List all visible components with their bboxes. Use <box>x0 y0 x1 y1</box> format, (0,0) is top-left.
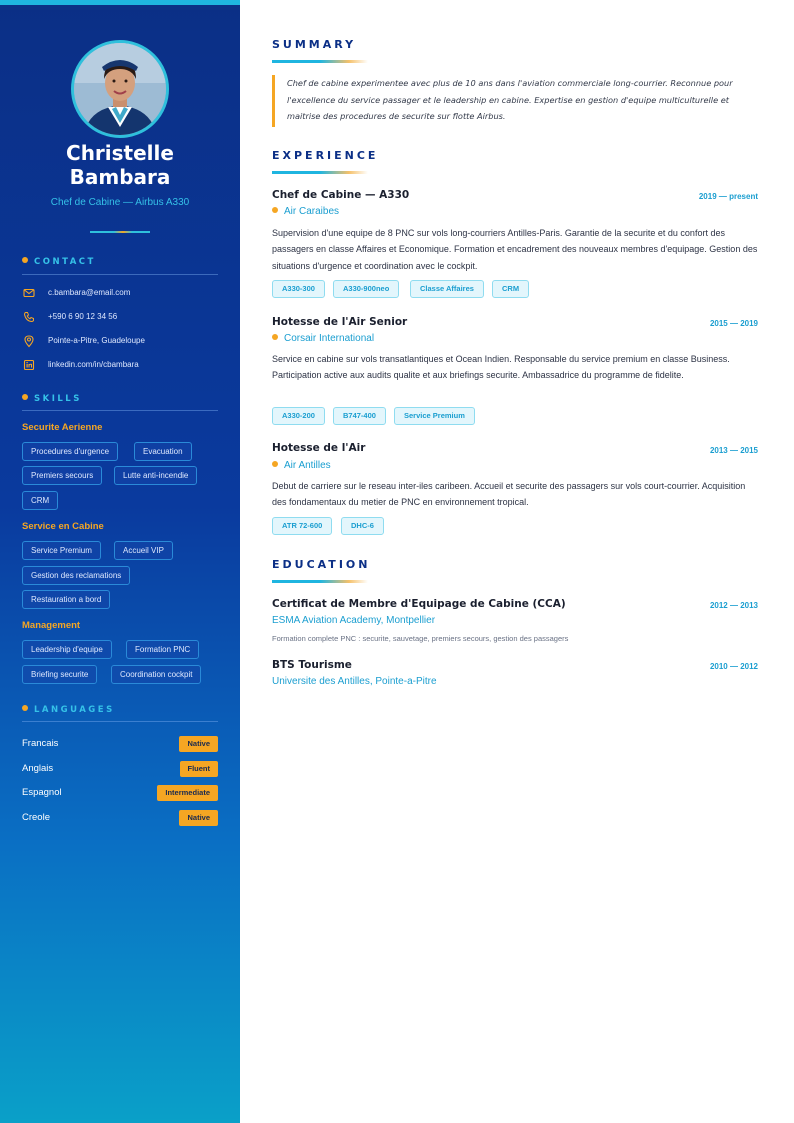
job-tag: Classe Affaires <box>410 280 484 298</box>
language-name: Creole <box>22 812 50 823</box>
education-section-title: EDUCATION <box>272 558 371 571</box>
job-description: Debut de carriere sur le reseau inter-iles caribeen. Accueil et securite des passagers sur vols court-courrier. Acquisition des fondamentaux du metier de PNC en environnement tropical. <box>272 481 746 508</box>
language-level-badge: Native <box>179 736 218 752</box>
section-dot-icon <box>22 705 28 711</box>
skill-tag: Premiers secours <box>22 466 102 485</box>
contact-email[interactable] <box>22 286 222 300</box>
job-company-text: Air Antilles <box>284 460 331 471</box>
job-dates: 2019 — present <box>698 192 758 201</box>
education-title: BTS Tourisme <box>272 659 352 671</box>
profile-name <box>0 141 240 189</box>
contact-title-text: CONTACT <box>34 257 96 267</box>
job-dates: 2013 — 2015 <box>709 446 758 455</box>
profile-name-last: Bambara <box>69 165 171 189</box>
education-note: Formation complete PNC : securite, sauvetage, premiers secours, gestion des passagers <box>272 634 569 643</box>
job-company <box>272 206 339 217</box>
language-level-badge: Native <box>179 810 218 826</box>
skill-tag: Formation PNC <box>126 640 199 659</box>
avatar <box>71 40 169 138</box>
location-pin-icon <box>22 334 36 348</box>
job-title: Hotesse de l'Air <box>272 442 366 454</box>
job-company <box>272 333 374 344</box>
experience-title-underline <box>272 171 368 174</box>
job-tag: Service Premium <box>394 407 475 425</box>
skill-group-title: Management <box>22 620 81 631</box>
sidebar-top-accent-bar <box>0 0 240 5</box>
skill-tag: Coordination cockpit <box>111 665 201 684</box>
job-tag: A330-300 <box>272 280 325 298</box>
section-dot-icon <box>22 257 28 263</box>
skill-tag: Leadership d'equipe <box>22 640 112 659</box>
contact-phone[interactable] <box>22 310 222 324</box>
languages-divider <box>22 721 218 722</box>
language-row <box>22 785 218 801</box>
skill-group-title: Securite Aerienne <box>22 422 103 433</box>
skill-tag: Procedures d'urgence <box>22 442 118 461</box>
language-row <box>22 736 218 752</box>
name-underline-divider <box>90 231 150 233</box>
summary-section-title: SUMMARY <box>272 38 357 51</box>
skill-tag: Service Premium <box>22 541 101 560</box>
profile-role: Chef de Cabine — Airbus A330 <box>50 197 190 208</box>
job-company-text: Corsair International <box>284 333 375 344</box>
job-title: Chef de Cabine — A330 <box>272 189 410 201</box>
skill-tag: Restauration a bord <box>22 590 110 609</box>
skill-tag: Gestion des reclamations <box>22 566 130 585</box>
skill-tag: Lutte anti-incendie <box>114 466 197 485</box>
contact-email-text: c.bambara@email.com <box>48 288 131 297</box>
avatar-portrait-image <box>74 43 166 135</box>
contact-linkedin-text: linkedin.com/in/cbambara <box>48 360 139 369</box>
profile-name-first: Christelle <box>66 141 174 165</box>
job-tag: A330-900neo <box>333 280 399 298</box>
mail-icon <box>22 286 36 300</box>
job-title: Hotesse de l'Air Senior <box>272 316 408 328</box>
skills-divider <box>22 410 218 411</box>
contact-linkedin[interactable] <box>22 358 222 372</box>
languages-section-title <box>22 705 218 719</box>
education-school: Universite des Antilles, Pointe-a-Pitre <box>272 676 437 687</box>
skill-group-title: Service en Cabine <box>22 521 104 532</box>
language-name: Espagnol <box>22 787 62 798</box>
company-bullet-icon <box>272 461 278 467</box>
company-bullet-icon <box>272 207 278 213</box>
language-level-badge: Intermediate <box>157 785 218 801</box>
education-dates: 2010 — 2012 <box>709 662 758 671</box>
language-level-badge: Fluent <box>180 761 219 777</box>
contact-location <box>22 334 222 348</box>
education-dates: 2012 — 2013 <box>709 601 758 610</box>
job-tag: B747-400 <box>333 407 386 425</box>
job-description: Supervision d'une equipe de 8 PNC sur vols long-courriers Antilles-Paris. Garantie de la securite et du confort des passagers en classe Affaires et Economique. Formation et encadrement des nouveaux membres d'equipage. Gestion des situations d'urgence et coordination avec le cockpit. <box>272 228 758 271</box>
skill-tag: Briefing securite <box>22 665 97 684</box>
skills-section-title <box>22 394 218 408</box>
sidebar <box>0 0 240 1123</box>
contact-section-title <box>22 257 218 271</box>
contact-divider <box>22 274 218 275</box>
education-title-underline <box>272 580 368 583</box>
job-dates: 2015 — 2019 <box>709 319 758 328</box>
summary-title-underline <box>272 60 368 63</box>
contact-location-text: Pointe-a-Pitre, Guadeloupe <box>48 336 145 345</box>
skill-tag: CRM <box>22 491 58 510</box>
skills-title-text: SKILLS <box>34 394 82 404</box>
job-tag: DHC-6 <box>341 517 384 535</box>
company-bullet-icon <box>272 334 278 340</box>
experience-section-title: EXPERIENCE <box>272 149 379 162</box>
job-company-text: Air Caraibes <box>284 206 340 217</box>
job-tag: ATR 72-600 <box>272 517 332 535</box>
job-tag: A330-200 <box>272 407 325 425</box>
skill-tag: Accueil VIP <box>114 541 173 560</box>
education-title: Certificat de Membre d'Equipage de Cabine (CCA) <box>272 598 566 610</box>
languages-title-text: LANGUAGES <box>34 705 115 715</box>
language-row <box>22 761 218 777</box>
contact-phone-text: +590 6 90 12 34 56 <box>48 312 118 321</box>
summary-text: Chef de cabine experimentee avec plus de 10 ans dans l'aviation commerciale long-courrier. Reconnue pour l'excellence du service passager et le leadership en cabine. Expertise en gestion d'equipe multiculturelle et maitrise des procedures de securite sur flotte Airbus. <box>287 78 733 121</box>
language-name: Anglais <box>22 763 54 774</box>
phone-icon <box>22 310 36 324</box>
section-dot-icon <box>22 394 28 400</box>
summary-box <box>272 75 758 127</box>
job-tag: CRM <box>492 280 529 298</box>
linkedin-icon <box>22 358 36 372</box>
language-name: Francais <box>22 738 59 749</box>
education-school: ESMA Aviation Academy, Montpellier <box>272 615 436 626</box>
job-description: Service en cabine sur vols transatlantiques et Ocean Indien. Responsable du service premium en classe Business. Participation active aux audits qualite et aux briefings securite. Ambassadrice du programme de fidelite. <box>272 354 730 381</box>
job-company <box>272 460 331 471</box>
skill-tag: Evacuation <box>134 442 192 461</box>
language-row <box>22 810 218 826</box>
